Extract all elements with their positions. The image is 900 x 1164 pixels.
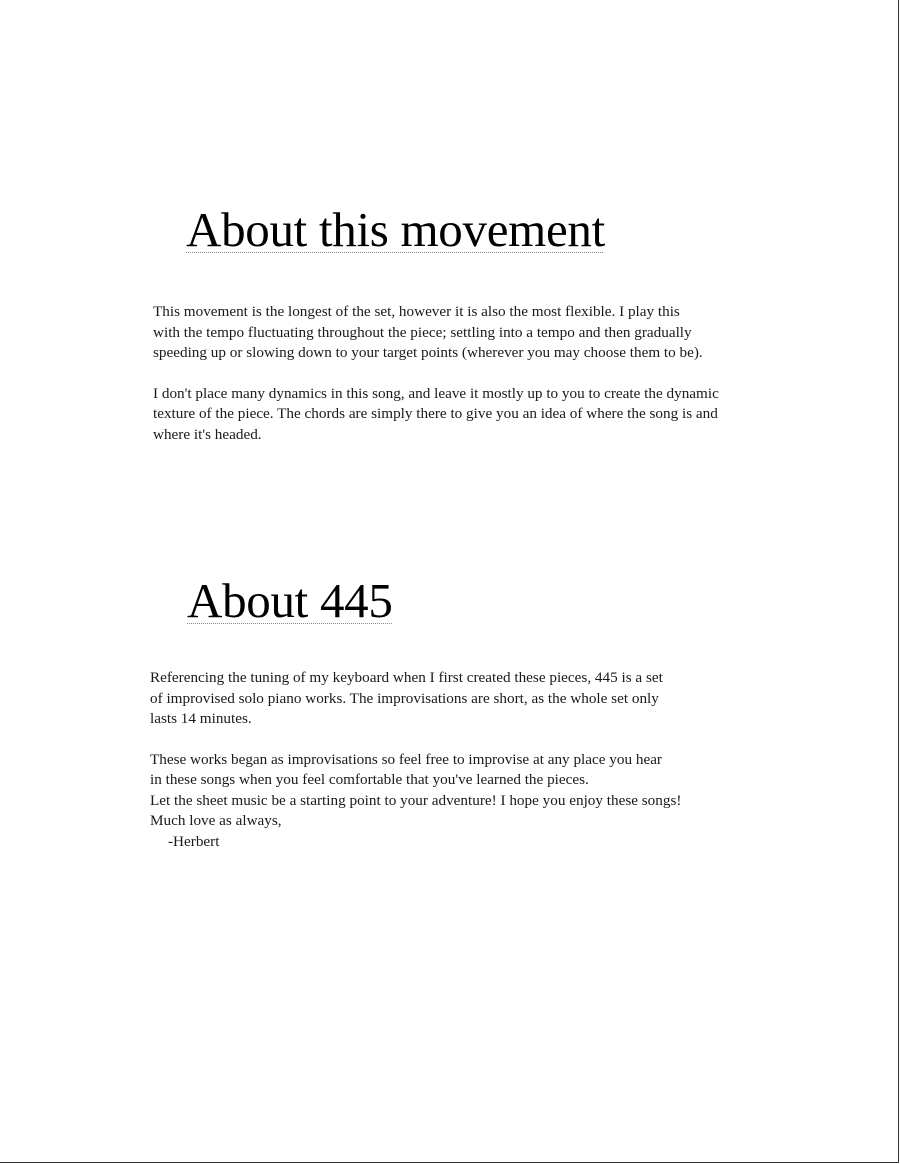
about-445-text-line: Much love as always, [150, 812, 282, 829]
about-445-body [150, 668, 681, 852]
about-445-text-line: lasts 14 minutes. [150, 710, 252, 727]
movement-text-line: where it's headed. [153, 425, 262, 443]
movement-text-line: texture of the piece. The chords are simply there to give you an idea of where the song is and [153, 405, 718, 422]
about-445-heading: About 445 [187, 573, 393, 628]
about-445-text-line: These works began as improvisations so feel free to improvise at any place you hear [150, 750, 662, 768]
movement-text-line: I don't place many dynamics in this song, and leave it mostly up to you to create the dynamic [153, 384, 719, 402]
about-445-text-line: Let the sheet music be a starting point to your adventure! I hope you enjoy these songs! [150, 791, 682, 809]
movement-heading: About this movement [186, 202, 605, 257]
movement-text-line: speeding up or slowing down to your target points (wherever you may choose them to be). [153, 344, 703, 361]
paragraph-gap [150, 730, 681, 750]
movement-text-line: with the tempo fluctuating throughout the piece; settling into a tempo and then gradually [153, 323, 692, 341]
about-445-text-line: in these songs when you feel comfortable that you've learned the pieces. [150, 771, 589, 788]
movement-text-line: This movement is the longest of the set, however it is also the most flexible. I play this [153, 303, 680, 320]
about-445-text-line: of improvised solo piano works. The improvisations are short, as the whole set only [150, 689, 659, 707]
about-445-text-line: Referencing the tuning of my keyboard when I first created these pieces, 445 is a set [150, 669, 663, 686]
signature: -Herbert [168, 832, 220, 850]
movement-body [153, 302, 719, 445]
paragraph-gap [153, 364, 719, 384]
